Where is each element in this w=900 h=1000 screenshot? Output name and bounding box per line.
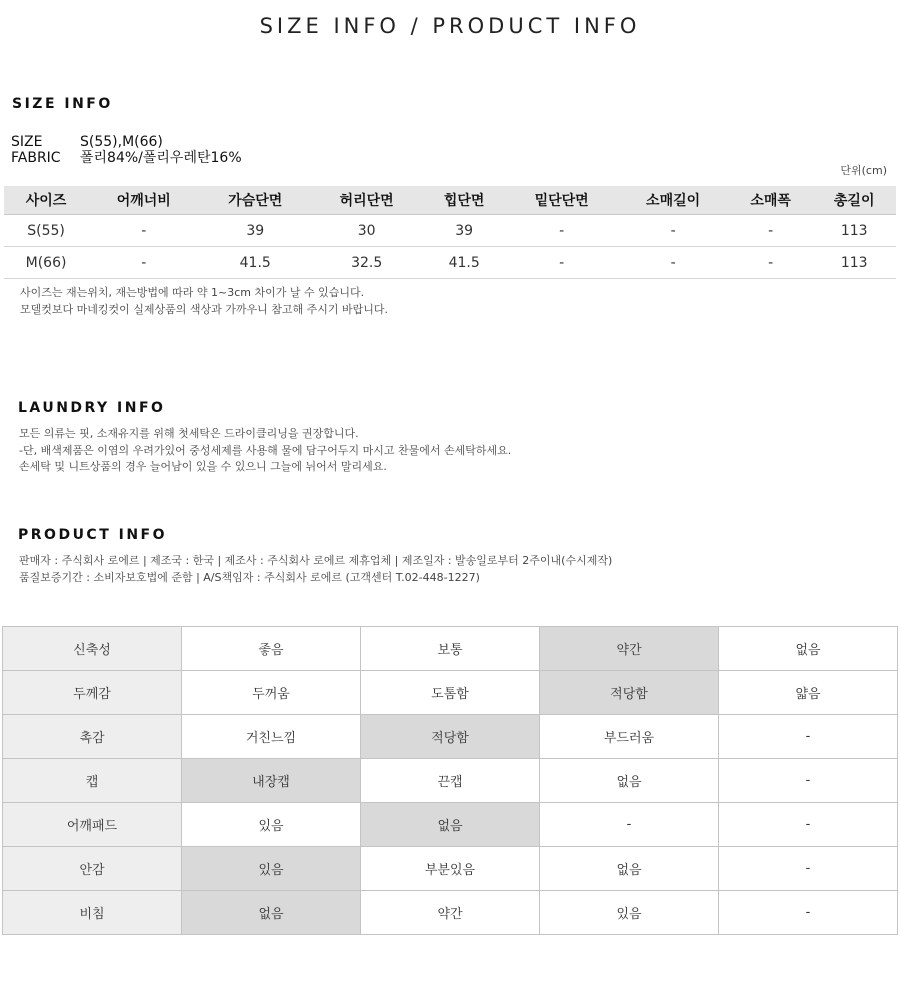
laundry-info-heading: LAUNDRY INFO bbox=[18, 400, 166, 416]
size-col-header: 허리단면 bbox=[311, 186, 422, 215]
property-option-selected: 없음 bbox=[182, 891, 361, 935]
property-row bbox=[3, 803, 898, 847]
product-info-heading: PRODUCT INFO bbox=[18, 527, 168, 543]
property-option: 부분있음 bbox=[361, 847, 540, 891]
property-option: 없음 bbox=[719, 627, 898, 671]
size-cell: M(66) bbox=[4, 247, 88, 279]
size-col-header: 밑단단면 bbox=[506, 186, 617, 215]
product-line: 판매자 : 주식회사 로에르 | 제조국 : 한국 | 제조사 : 주식회사 로에르 제휴업체 | 제조일자 : 발송일로부터 2주이내(수시제작) bbox=[19, 554, 613, 567]
size-cell: - bbox=[88, 247, 199, 279]
property-row bbox=[3, 671, 898, 715]
size-col-header: 소매폭 bbox=[729, 186, 813, 215]
size-cell: 113 bbox=[812, 215, 896, 247]
property-row bbox=[3, 759, 898, 803]
property-option-selected: 있음 bbox=[182, 847, 361, 891]
size-col-header: 총길이 bbox=[812, 186, 896, 215]
property-name: 신축성 bbox=[3, 627, 182, 671]
size-note-line: 모델컷보다 마네킹컷이 실제상품의 색상과 가까우니 참고해 주시기 바랍니다. bbox=[20, 302, 389, 316]
property-option: - bbox=[719, 759, 898, 803]
size-cell: 41.5 bbox=[200, 247, 311, 279]
property-option: 두꺼움 bbox=[182, 671, 361, 715]
property-option: 부드러움 bbox=[540, 715, 719, 759]
property-option: 얇음 bbox=[719, 671, 898, 715]
property-name: 촉감 bbox=[3, 715, 182, 759]
fabric-value: 폴리84%/폴리우레탄16% bbox=[80, 150, 242, 166]
size-cell: 39 bbox=[200, 215, 311, 247]
size-cell: S(55) bbox=[4, 215, 88, 247]
property-option-selected: 내장캡 bbox=[182, 759, 361, 803]
property-option: - bbox=[719, 891, 898, 935]
property-option: 거친느낌 bbox=[182, 715, 361, 759]
property-option: 없음 bbox=[540, 759, 719, 803]
property-option: 있음 bbox=[540, 891, 719, 935]
size-col-header: 사이즈 bbox=[4, 186, 88, 215]
property-row bbox=[3, 627, 898, 671]
property-name: 캡 bbox=[3, 759, 182, 803]
laundry-line: 모든 의류는 핏, 소재유지를 위해 첫세탁은 드라이클리닝을 권장합니다. bbox=[19, 427, 359, 440]
property-name: 안감 bbox=[3, 847, 182, 891]
size-cell: - bbox=[88, 215, 199, 247]
unit-label: 단위(cm) bbox=[840, 164, 887, 177]
property-name: 어깨패드 bbox=[3, 803, 182, 847]
property-option: - bbox=[719, 803, 898, 847]
size-col-header: 어깨너비 bbox=[88, 186, 199, 215]
size-col-header: 가슴단면 bbox=[200, 186, 311, 215]
property-row bbox=[3, 715, 898, 759]
property-option: 약간 bbox=[361, 891, 540, 935]
size-cell: 41.5 bbox=[422, 247, 506, 279]
size-specs bbox=[11, 134, 242, 166]
property-name: 두께감 bbox=[3, 671, 182, 715]
property-option: 도톰함 bbox=[361, 671, 540, 715]
size-info-heading: SIZE INFO bbox=[12, 96, 113, 112]
product-properties-table bbox=[2, 626, 898, 935]
product-line: 품질보증기간 : 소비자보호법에 준함 | A/S책임자 : 주식회사 로에르 (고객센터 T.02-448-1227) bbox=[19, 570, 480, 584]
size-cell: - bbox=[506, 215, 617, 247]
property-option: 없음 bbox=[540, 847, 719, 891]
property-option: - bbox=[540, 803, 719, 847]
size-cell: 32.5 bbox=[311, 247, 422, 279]
property-option: 끈캡 bbox=[361, 759, 540, 803]
size-cell: - bbox=[506, 247, 617, 279]
laundry-line: -단, 배색제품은 이염의 우려가있어 중성세제를 사용해 물에 담구어두지 마시고 찬물에서 손세탁하세요. bbox=[19, 443, 512, 457]
size-cell: 30 bbox=[311, 215, 422, 247]
page-title: SIZE INFO / PRODUCT INFO bbox=[259, 14, 641, 38]
property-option: 좋음 bbox=[182, 627, 361, 671]
property-row bbox=[3, 891, 898, 935]
laundry-notes bbox=[19, 426, 511, 476]
property-option: - bbox=[719, 715, 898, 759]
table-row bbox=[4, 215, 896, 247]
size-cell: - bbox=[617, 215, 728, 247]
property-option-selected: 적당함 bbox=[540, 671, 719, 715]
size-table-header bbox=[4, 186, 896, 215]
size-notes bbox=[20, 285, 388, 318]
size-cell: - bbox=[729, 215, 813, 247]
property-option: 있음 bbox=[182, 803, 361, 847]
size-col-header: 소매길이 bbox=[617, 186, 728, 215]
size-cell: 39 bbox=[422, 215, 506, 247]
size-cell: - bbox=[617, 247, 728, 279]
property-option-selected: 적당함 bbox=[361, 715, 540, 759]
size-note-line: 사이즈는 재는위치, 재는방법에 따라 약 1~3cm 차이가 날 수 있습니다. bbox=[20, 286, 365, 299]
table-row bbox=[4, 247, 896, 279]
property-option-selected: 약간 bbox=[540, 627, 719, 671]
product-notes bbox=[19, 553, 612, 586]
size-cell: - bbox=[729, 247, 813, 279]
property-option: 보통 bbox=[361, 627, 540, 671]
property-row bbox=[3, 847, 898, 891]
property-option: - bbox=[719, 847, 898, 891]
size-table bbox=[4, 186, 896, 279]
laundry-line: 손세탁 및 니트상품의 경우 늘어남이 있을 수 있으니 그늘에 뉘어서 말리세요. bbox=[19, 460, 387, 473]
size-cell: 113 bbox=[812, 247, 896, 279]
size-value: S(55),M(66) bbox=[80, 134, 163, 150]
fabric-label: FABRIC bbox=[11, 150, 61, 166]
size-label: SIZE bbox=[11, 134, 43, 150]
size-col-header: 힙단면 bbox=[422, 186, 506, 215]
property-option-selected: 없음 bbox=[361, 803, 540, 847]
property-name: 비침 bbox=[3, 891, 182, 935]
